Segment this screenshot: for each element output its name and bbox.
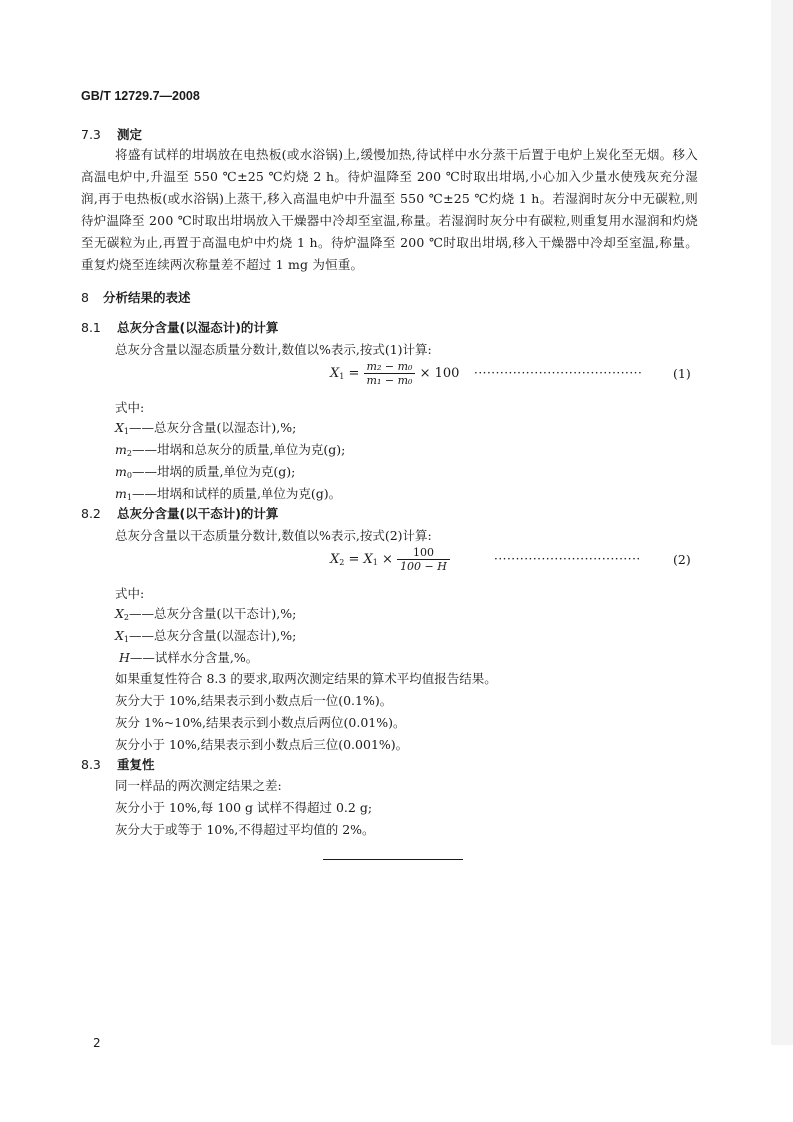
repeatability-line: 同一样品的两次测定结果之差: bbox=[115, 778, 282, 793]
section-8-2-intro: 总灰分含量以干态质量分数计,数值以%表示,按式(2)计算: bbox=[115, 528, 432, 543]
var-symbol: X bbox=[115, 420, 124, 435]
section-title: 测定 bbox=[117, 127, 143, 142]
end-rule bbox=[323, 859, 463, 860]
formula-2-rhs-sub: 1 bbox=[372, 558, 378, 567]
var-symbol: m bbox=[115, 486, 127, 501]
formula-1-lhs-sub: 1 bbox=[339, 372, 345, 381]
var-symbol: H bbox=[119, 650, 130, 665]
var-symbol: m bbox=[115, 442, 127, 457]
formula-1-lhs: X bbox=[330, 366, 340, 381]
section-7-3-paragraph: 将盛有试样的坩埚放在电热板(或水浴锅)上,缓慢加热,待试样中水分蒸干后置于电炉上炭化至无烟。移入高温电炉中,升温至 550 ℃±25 ℃灼烧 2 h。待炉温降至 200 ℃时取出坩埚,小心加入少量水使残灰充分湿润,再于电热板(或水浴锅)上蒸干,移入高温电炉中升温至 550 ℃±25 ℃灼烧 1 h。若湿润时灰分中无碳粒,则待炉温降至 200 ℃时取出坩埚放入干燥器中冷却至室温,称量。若湿润时灰分中有碳粒,则重复用水湿润和灼烧至无碳粒为止,再置于高温电炉中灼烧 1 h。待炉温降至 200 ℃时取出坩埚,移入干燥器中冷却至室温,称量。重复灼烧至连续两次称量差不超过 1 mg 为恒重。 bbox=[81, 147, 698, 272]
var-definition bbox=[119, 648, 258, 666]
section-title: 分析结果的表述 bbox=[103, 290, 191, 305]
section-number: 8.3 bbox=[81, 757, 101, 772]
var-description: ——试样水分含量,%。 bbox=[129, 650, 259, 665]
var-definition bbox=[115, 440, 345, 458]
standard-code-header: GB/T 12729.7—2008 bbox=[81, 89, 200, 103]
formula-1-denominator: m₁ − m₀ bbox=[366, 374, 413, 387]
formula-2-label: (2) bbox=[673, 552, 691, 567]
section-8-heading bbox=[81, 288, 191, 306]
var-symbol: X bbox=[115, 628, 124, 643]
var-subscript: 1 bbox=[123, 427, 129, 436]
result-note: 灰分 1%~10%,结果表示到小数点后两位(0.01%)。 bbox=[115, 715, 406, 730]
formula-2-lhs: X bbox=[330, 552, 340, 567]
var-description: ——总灰分含量(以湿态计),%; bbox=[129, 420, 297, 435]
section-8-1-intro: 总灰分含量以湿态质量分数计,数值以%表示,按式(1)计算: bbox=[115, 342, 432, 357]
section-8-2-heading bbox=[81, 504, 278, 522]
formula-2-leader-dots: ·································· bbox=[494, 552, 641, 566]
var-definition bbox=[115, 462, 295, 480]
var-description: ——坩埚和试样的质量,单位为克(g)。 bbox=[131, 486, 342, 501]
section-8-1-where: 式中: bbox=[115, 400, 145, 415]
section-8-1-heading bbox=[81, 318, 278, 336]
section-title: 总灰分含量(以湿态计)的计算 bbox=[117, 320, 279, 335]
var-subscript: 2 bbox=[123, 613, 129, 622]
section-number: 8.2 bbox=[81, 506, 101, 521]
section-number: 8.1 bbox=[81, 320, 101, 335]
formula-1-numerator: m₂ − m₀ bbox=[364, 360, 416, 374]
var-definition bbox=[115, 484, 341, 502]
section-8-3-heading bbox=[81, 755, 155, 773]
formula-1-leader-dots: ······································· bbox=[474, 366, 643, 380]
repeatability-line: 灰分小于 10%,每 100 g 试样不得超过 0.2 g; bbox=[115, 800, 373, 815]
formula-2-fraction bbox=[397, 546, 450, 573]
page-number: 2 bbox=[93, 1036, 101, 1050]
var-subscript: 1 bbox=[123, 635, 129, 644]
formula-1-label: (1) bbox=[673, 366, 691, 381]
var-subscript: 2 bbox=[126, 449, 132, 458]
var-description: ——坩埚的质量,单位为克(g); bbox=[131, 464, 296, 479]
var-symbol: X bbox=[115, 606, 124, 621]
page-edge-shadow bbox=[771, 0, 793, 1045]
section-number: 7.3 bbox=[81, 127, 101, 142]
var-description: ——总灰分含量(以干态计),%; bbox=[129, 606, 297, 621]
section-number: 8 bbox=[81, 290, 89, 305]
section-title: 总灰分含量(以干态计)的计算 bbox=[117, 506, 279, 521]
result-note: 灰分大于 10%,结果表示到小数点后一位(0.1%)。 bbox=[115, 693, 393, 708]
result-note: 如果重复性符合 8.3 的要求,取两次测定结果的算术平均值报告结果。 bbox=[115, 671, 497, 686]
formula-1: $X_1$ = $\frac{\text{m₂ − m₀}}{\text{m₁ − m₀}}$ × 100 bbox=[330, 360, 460, 387]
section-title: 重复性 bbox=[117, 757, 155, 772]
var-subscript: 1 bbox=[126, 493, 132, 502]
var-definition bbox=[115, 418, 296, 436]
formula-1-fraction bbox=[364, 360, 416, 387]
formula-2-denominator: 100 − H bbox=[400, 560, 447, 573]
var-subscript: 0 bbox=[126, 471, 132, 480]
formula-2: $X_2 = X_1$ × $\frac{100}{100 - H}$ bbox=[330, 546, 450, 573]
var-description: ——坩埚和总灰分的质量,单位为克(g); bbox=[131, 442, 346, 457]
var-definition bbox=[115, 604, 296, 622]
repeatability-line: 灰分大于或等于 10%,不得超过平均值的 2%。 bbox=[115, 822, 375, 837]
formula-1-factor: × 100 bbox=[419, 366, 460, 381]
var-definition bbox=[115, 626, 296, 644]
var-symbol: m bbox=[115, 464, 127, 479]
formula-2-numerator: 100 bbox=[397, 546, 450, 560]
section-8-2-where: 式中: bbox=[115, 586, 145, 601]
section-7-3-heading bbox=[81, 125, 142, 143]
result-note: 灰分小于 10%,结果表示到小数点后三位(0.001%)。 bbox=[115, 737, 409, 752]
var-description: ——总灰分含量(以湿态计),%; bbox=[129, 628, 297, 643]
formula-2-rhs: X bbox=[363, 552, 373, 567]
formula-2-lhs-sub: 2 bbox=[339, 558, 345, 567]
